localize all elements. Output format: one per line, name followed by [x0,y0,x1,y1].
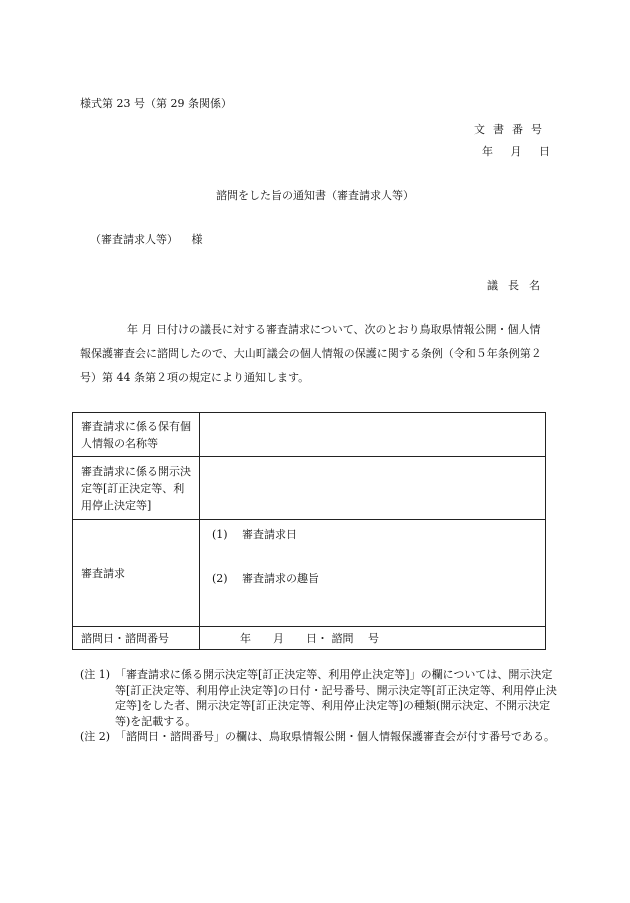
inquiry-date-label: 諮問日・諮問番号 [73,627,200,650]
form-number: 様式第 23 号（第 29 条関係） [80,97,232,110]
table-row [73,520,546,627]
table-row [73,627,546,650]
note-item [80,667,560,729]
disclosure-decision-field[interactable] [200,457,546,520]
inquiry-date-value: 年 月 日・ 諮問 号 [240,631,379,645]
table-row [73,413,546,457]
request-date-label: 審査請求日 [242,528,297,541]
inquiry-date-field[interactable] [200,627,546,650]
request-info-table [72,412,546,650]
request-label: 審査請求 [73,520,200,627]
note-text: 「諮問日・諮問番号」の欄は、鳥取県情報公開・個人情報保護審査会が付す番号である。 [115,730,555,743]
document-number: 文書番号 [474,123,550,136]
document-date: 年 月 日 [482,145,550,158]
disclosure-decision-label: 審査請求に係る開示決定等[訂正決定等、利用停止決定等] [73,457,200,520]
request-purpose-label: 審査請求の趣旨 [242,572,319,585]
addressee: （審査請求人等） 様 [90,233,203,246]
request-field[interactable] [200,520,546,627]
note-text: 「審査請求に係る開示決定等[訂正決定等、利用停止決定等]」の欄については、開示決定等[訂正決定等、利用停止決定等]の日付・記号番号、開示決定等[訂正決定等、利用停止決定等]をした者、開示決定等[訂正決定等、利用停止決定等]の種類(開示決定、不開示決定等)を記載する。 [115,668,557,728]
page-title: 諮問をした旨の通知書（審査請求人等） [216,189,414,202]
request-purpose-item [212,570,319,587]
note-item [80,729,560,745]
notice-body: 年 月 日付けの議長に対する審査請求について、次のとおり鳥取県情報公開・個人情報保護審査会に諮問したので、大山町議会の個人情報の保護に関する条例（令和５年条例第２号）第 44 条第２項の規定により通知します。 [80,323,542,384]
table-row [73,457,546,520]
note-label: (注 2) [80,730,111,743]
item-number: (2) [212,572,228,585]
item-number: (1) [212,528,228,541]
request-date-item [212,526,297,543]
note-label: (注 1) [80,668,111,681]
retained-info-label: 審査請求に係る保有個人情報の名称等 [73,413,200,457]
speaker-name: 議長名 [487,279,550,292]
notes [80,667,560,745]
retained-info-field[interactable] [200,413,546,457]
